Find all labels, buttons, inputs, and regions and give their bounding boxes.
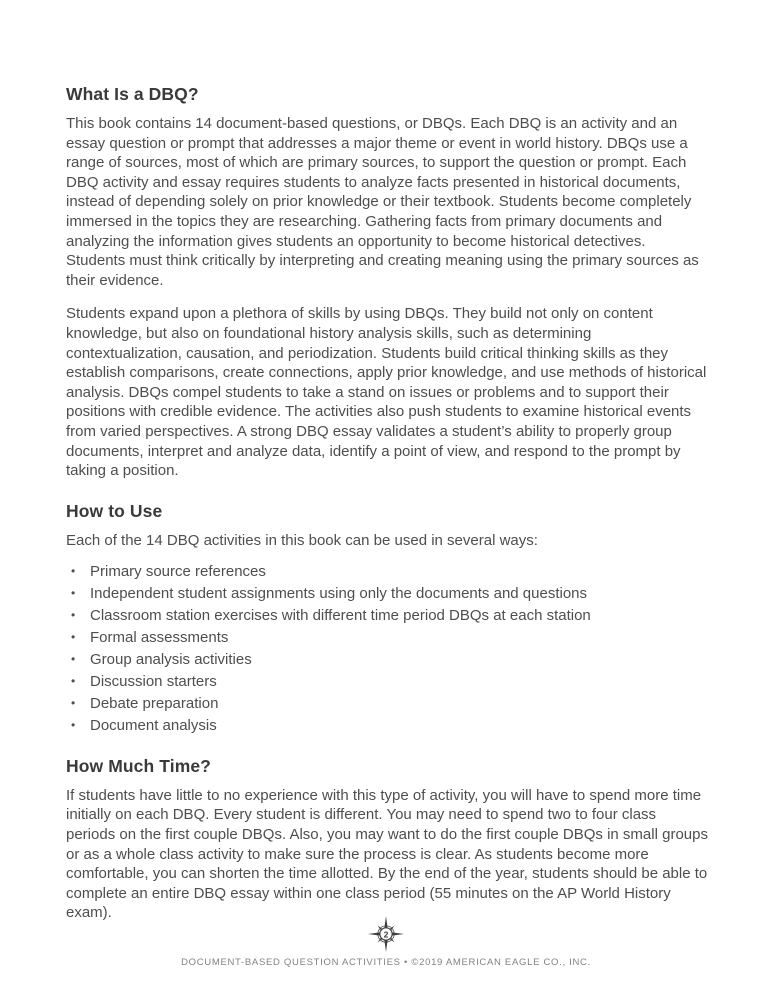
- list-item: [66, 650, 708, 670]
- list-item: [66, 562, 708, 582]
- list-item: [66, 606, 708, 626]
- section-how-much-time: [66, 756, 708, 923]
- bullet-icon: •: [71, 564, 76, 579]
- list-item: [66, 694, 708, 714]
- what-is-paragraph-2: Students expand upon a plethora of skills by using DBQs. They build not only on content knowledge, but also on foundational history analysis skills, such as determining contextualization, causation, and periodization. Students build critical thinking skills as they establish comparisons, create connections, apply prior knowledge, and use methods of historical analysis. DBQs compel students to take a stand on issues or problems and to support their positions with credible evidence. The activities also push students to examine historical events from varied perspectives. A strong DBQ essay validates a student’s ability to properly group documents, interpret and analyze data, identify a point of view, and respond to the prompt by taking a position.: [66, 305, 707, 480]
- list-item-label: Independent student assignments using only the documents and questions: [90, 585, 588, 603]
- list-item: [66, 672, 708, 692]
- list-item: [66, 584, 708, 604]
- bullet-icon: •: [71, 674, 76, 689]
- how-to-use-intro: Each of the 14 DBQ activities in this book can be used in several ways:: [66, 531, 538, 549]
- bullet-icon: •: [71, 696, 76, 711]
- list-item-label: Debate preparation: [90, 695, 219, 713]
- list-item-label: Primary source references: [90, 563, 266, 581]
- how-to-use-heading: How to Use: [66, 500, 163, 521]
- list-item: [66, 716, 708, 736]
- page-number: 2: [383, 929, 389, 940]
- bullet-icon: •: [71, 718, 76, 733]
- list-item-label: Classroom station exercises with different time period DBQs at each station: [90, 607, 591, 625]
- section-what-is-a-dbq: [66, 84, 708, 481]
- how-much-time-heading: How Much Time?: [66, 755, 211, 776]
- footer-copyright-text: DOCUMENT-BASED QUESTION ACTIVITIES • ©2019 AMERICAN EAGLE CO., INC.: [181, 957, 591, 968]
- what-is-a-dbq-heading: What Is a DBQ?: [66, 84, 199, 104]
- bullet-icon: •: [71, 586, 76, 601]
- page-content: [66, 84, 708, 943]
- list-item-label: Document analysis: [90, 717, 217, 735]
- bullet-icon: •: [71, 652, 76, 667]
- list-item-label: Discussion starters: [90, 673, 217, 691]
- list-item-label: Group analysis activities: [90, 651, 252, 669]
- page-footer: [0, 916, 772, 968]
- how-much-time-paragraph: If students have little to no experience with this type of activity, you will have to spend more time initially on each DBQ. Every student is different. You may need to spend two to four class periods on the first couple DBQs. Also, you may want to do the first couple DBQs in small groups or as a whole class activity to make sure the process is clear. As students become more comfortable, you can shorten the time allotted. By the end of the year, students should be able to complete an entire DBQ essay within one class period (55 minutes on the AP World History exam).: [66, 786, 708, 922]
- list-item: [66, 628, 708, 648]
- list-item-label: Formal assessments: [90, 629, 229, 647]
- bullet-icon: •: [71, 608, 76, 623]
- bullet-icon: •: [71, 630, 76, 645]
- how-to-use-bullet-list: [66, 562, 708, 735]
- compass-rose-icon: [368, 916, 404, 952]
- section-how-to-use: [66, 501, 708, 736]
- what-is-paragraph-1: This book contains 14 document-based questions, or DBQs. Each DBQ is an activity and an essay question or prompt that addresses a major theme or event in world history. DBQs use a range of sources, most of which are primary sources, to support the question or prompt. Each DBQ activity and essay requires students to analyze facts presented in historical documents, instead of depending solely on prior knowledge or their textbook. Students become completely immersed in the topics they are researching. Gathering facts from primary documents and analyzing the information gives students an opportunity to become historical detectives. Students must think critically by interpreting and creating meaning using the primary sources as their evidence.: [66, 115, 699, 289]
